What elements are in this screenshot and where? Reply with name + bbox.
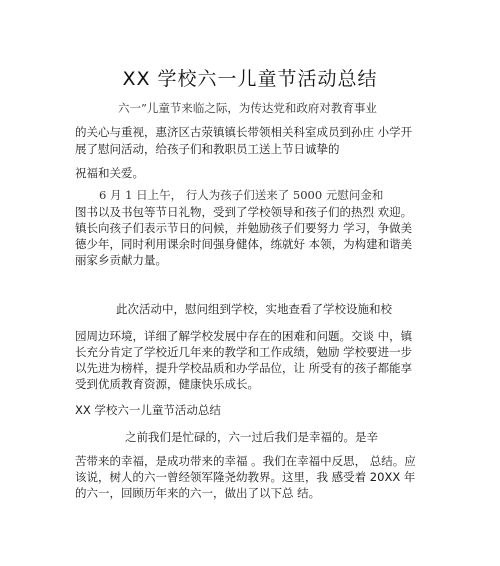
paragraph-line: 此次活动中，慰问组到学校，实地查看了学校设施和校: [116, 302, 392, 316]
paragraph-line: 的关心与重视，惠济区古荥镇镇长带领相关科室成员到孙庄 小学开: [75, 125, 413, 139]
paragraph-line: 丽家乡贡献力量。: [75, 253, 167, 267]
paragraph-line: 祝福和关爱。: [75, 166, 144, 180]
paragraph-line: 6 月 1 日上午， 行人为孩子们送来了 5000 元慰问金和: [99, 188, 384, 202]
paragraph-line: 受到优质教育资源，健康快乐成长。: [75, 377, 259, 391]
paragraph-line: 长充分肯定了学校近几年来的教学和工作成绩，勉励 学校要进一步: [75, 345, 413, 359]
document-title: XX 学校六一儿童节活动总结: [122, 68, 378, 90]
section-heading: XX 学校六一儿童节活动总结: [75, 403, 221, 417]
paragraph-line: 六一”儿童节来临之际，为传达党和政府对教育事业: [118, 101, 377, 115]
paragraph-line: 展了慰问活动，给孩子们和教职员工送上节日诚挚的: [75, 142, 340, 156]
paragraph-line: 图书以及书包等节日礼物，受到了学校领导和孩子们的热烈 欢迎。: [75, 205, 413, 219]
paragraph-line: 德少年，同时利用课余时间强身健体，练就好 本领，为构建和谐美: [75, 237, 413, 251]
paragraph-line: 以先进为榜样，提升学校品质和办学品位，让 所受有的孩子都能享: [75, 361, 413, 375]
paragraph-line: 镇长向孩子们表示节日的问候，并勉励孩子们要努力 学习，争做美: [75, 221, 413, 235]
paragraph-line: 之前我们是忙碌的，六一过后我们是幸福的。是辛: [125, 430, 378, 444]
paragraph-line: 该说，树人的六一曾经领军隆尧幼教界。这里，我 感受着 20XX 年: [75, 470, 416, 484]
paragraph-line: 苦带来的幸福，是成功带来的幸福 。我们在幸福中反思， 总结。应: [75, 454, 416, 468]
paragraph-line: 园周边环境，详细了解学校发展中存在的困难和问题。交谈 中，镇: [75, 329, 413, 343]
paragraph-line: 的六一，回顾历年来的六一，做出了以下总 结。: [75, 486, 321, 500]
